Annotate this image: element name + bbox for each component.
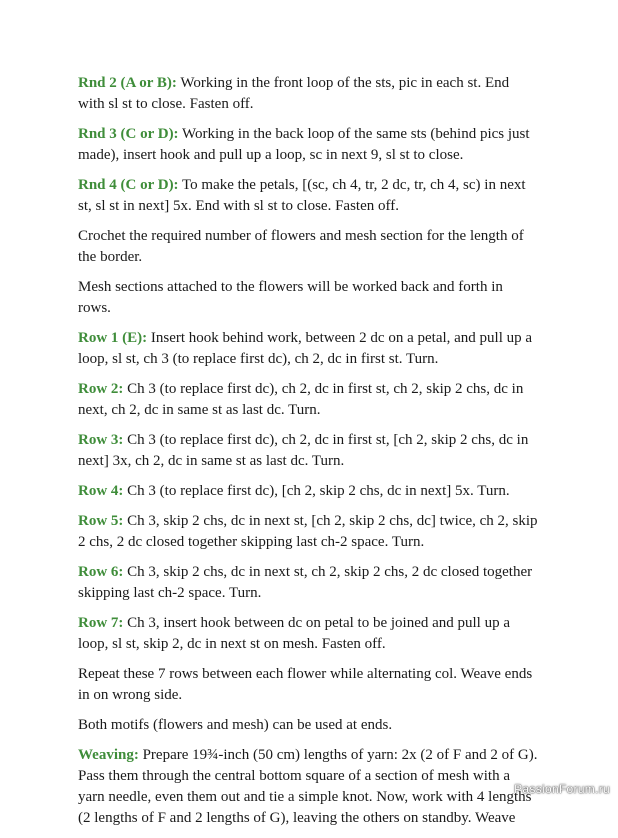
paragraph-text: Ch 3 (to replace first dc), [ch 2, skip 2 chs, dc in next] 5x. Turn.: [123, 483, 510, 499]
paragraph-text: Ch 3 (to replace first dc), ch 2, dc in first st, [ch 2, skip 2 chs, dc in next] 3x, ch 2, dc in same st as last dc. Turn.: [78, 432, 529, 469]
paragraph-row-6: [78, 562, 538, 604]
paragraph-text: Prepare 19¾-inch (50 cm) lengths of yarn: 2x (2 of F and 2 of G). Pass them through the central bottom square of a section of mesh with a yarn needle, even them out and tie a simple knot. Now, work with 4 lengths (2 lengths of F and 2 lengths of G), leaving the others on standby. Weave: [78, 747, 538, 826]
paragraph-label: Row 4:: [78, 483, 124, 499]
paragraph-text: Mesh sections attached to the flowers will be worked back and forth in rows.: [78, 279, 503, 316]
paragraph-row-2: [78, 379, 538, 421]
paragraph-text: Ch 3, insert hook between dc on petal to be joined and pull up a loop, sl st, skip 2, dc in next st on mesh. Fasten off.: [78, 615, 511, 652]
paragraph-text: Repeat these 7 rows between each flower while alternating col. Weave ends in on wrong side.: [78, 666, 533, 703]
paragraph-text: Insert hook behind work, between 2 dc on a petal, and pull up a loop, sl st, ch 3 (to replace first dc), ch 2, dc in first st. Turn.: [78, 330, 533, 367]
paragraph-text: Ch 3 (to replace first dc), ch 2, dc in first st, ch 2, skip 2 chs, dc in next, ch 2, dc in same st as last dc. Turn.: [78, 381, 524, 418]
paragraph-text: To make the petals, [(sc, ch 4, tr, 2 dc, tr, ch 4, sc) in next st, sl st in next] 5x. End with sl st to close. Fasten off.: [78, 177, 526, 214]
paragraph-label: Row 1 (E):: [78, 330, 148, 346]
paragraph-row-7: [78, 613, 538, 655]
paragraph-weaving: [78, 745, 538, 829]
paragraph-repeat-rows: [78, 664, 538, 706]
paragraph-row-4: [78, 481, 538, 502]
paragraph-row-3: [78, 430, 538, 472]
paragraph-row-5: [78, 511, 538, 553]
paragraph-rnd-3: [78, 124, 538, 166]
paragraph-mesh-sections: [78, 277, 538, 319]
paragraph-label: Weaving:: [78, 747, 139, 763]
paragraph-text: Both motifs (flowers and mesh) can be used at ends.: [78, 717, 393, 733]
paragraph-text: Working in the front loop of the sts, pic in each st. End with sl st to close. Fasten off.: [78, 75, 510, 112]
paragraph-row-1: [78, 328, 538, 370]
paragraph-label: Row 7:: [78, 615, 124, 631]
paragraph-label: Rnd 4 (C or D):: [78, 177, 179, 193]
paragraph-label: Row 6:: [78, 564, 124, 580]
paragraph-text: Working in the back loop of the same sts (behind pics just made), insert hook and pull up a loop, sc in next 9, sl st to close.: [78, 126, 530, 163]
document-body: [78, 73, 538, 838]
paragraph-text: Crochet the required number of flowers and mesh section for the length of the border.: [78, 228, 524, 265]
paragraph-crochet-required: [78, 226, 538, 268]
paragraph-rnd-2: [78, 73, 538, 115]
paragraph-label: Row 3:: [78, 432, 124, 448]
paragraph-label: Rnd 3 (C or D):: [78, 126, 179, 142]
paragraph-both-motifs: [78, 715, 538, 736]
paragraph-text: Ch 3, skip 2 chs, dc in next st, [ch 2, skip 2 chs, dc] twice, ch 2, skip 2 chs, 2 dc closed together skipping last ch-2 space. Turn.: [78, 513, 538, 550]
paragraph-rnd-4: [78, 175, 538, 217]
paragraph-label: Rnd 2 (A or B):: [78, 75, 177, 91]
paragraph-text: Ch 3, skip 2 chs, dc in next st, ch 2, skip 2 chs, 2 dc closed together skipping last ch-2 space. Turn.: [78, 564, 533, 601]
paragraph-label: Row 2:: [78, 381, 124, 397]
paragraph-label: Row 5:: [78, 513, 124, 529]
watermark: PassionForum.ru: [514, 782, 610, 796]
